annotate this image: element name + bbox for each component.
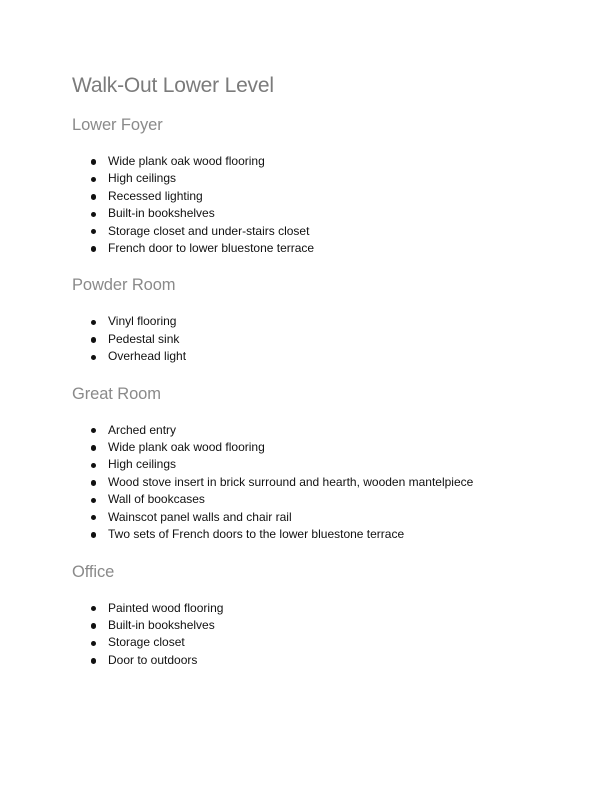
bullet-icon	[91, 463, 96, 468]
section-office	[72, 561, 540, 670]
bullet-icon	[91, 480, 96, 485]
list-item-text: High ceilings	[108, 171, 177, 186]
list-item	[72, 240, 540, 257]
list-item	[72, 188, 540, 205]
list-item	[72, 509, 540, 526]
list-item	[72, 223, 540, 240]
list-item-text: Wood stove insert in brick surround and hearth, wooden mantelpiece	[108, 474, 474, 489]
feature-list	[72, 600, 540, 670]
list-item	[72, 170, 540, 187]
list-item	[72, 634, 540, 651]
list-item	[72, 205, 540, 222]
section-heading: Powder Room	[72, 276, 176, 295]
bullet-icon	[91, 320, 96, 325]
list-item-text: Built-in bookshelves	[108, 617, 215, 632]
list-item-text: Storage closet and under-stairs closet	[108, 223, 310, 238]
list-item	[72, 422, 540, 439]
list-item-text: Wide plank oak wood flooring	[108, 440, 265, 455]
list-item-text: Vinyl flooring	[108, 314, 177, 329]
list-item	[72, 313, 540, 330]
list-item-text: Arched entry	[108, 422, 177, 437]
bullet-icon	[91, 641, 96, 646]
document-page	[72, 72, 540, 669]
list-item	[72, 439, 540, 456]
list-item-text: High ceilings	[108, 457, 177, 472]
list-item	[72, 153, 540, 170]
bullet-icon	[91, 229, 96, 234]
list-item-text: Built-in bookshelves	[108, 206, 215, 221]
bullet-icon	[91, 623, 96, 628]
section-heading: Lower Foyer	[72, 116, 163, 134]
section-powder-room	[72, 274, 540, 365]
bullet-icon	[91, 498, 96, 503]
list-item	[72, 331, 540, 348]
list-item-text: Overhead light	[108, 349, 187, 364]
list-item-text: Storage closet	[108, 635, 185, 650]
list-item-text: Recessed lighting	[108, 188, 203, 203]
feature-list	[72, 153, 540, 257]
bullet-icon	[91, 159, 96, 164]
section-heading: Great Room	[72, 384, 161, 403]
bullet-icon	[91, 246, 96, 251]
bullet-icon	[91, 532, 96, 537]
section-great-room	[72, 383, 540, 544]
list-item	[72, 652, 540, 669]
bullet-icon	[91, 658, 96, 663]
bullet-icon	[91, 194, 96, 199]
list-item	[72, 617, 540, 634]
section-lower-foyer	[72, 114, 540, 257]
feature-list	[72, 422, 540, 544]
list-item	[72, 491, 540, 508]
list-item-text: Two sets of French doors to the lower bluestone terrace	[108, 527, 405, 542]
list-item-text: Door to outdoors	[108, 652, 198, 667]
page-title: Walk-Out Lower Level	[72, 74, 274, 97]
list-item-text: Wainscot panel walls and chair rail	[108, 509, 292, 524]
list-item-text: Wall of bookcases	[108, 492, 205, 507]
list-item	[72, 474, 540, 491]
list-item-text: Wide plank oak wood flooring	[108, 154, 265, 168]
bullet-icon	[91, 177, 96, 182]
section-heading: Office	[72, 562, 115, 581]
bullet-icon	[91, 445, 96, 450]
list-item	[72, 600, 540, 617]
list-item-text: French door to lower bluestone terrace	[108, 241, 315, 256]
bullet-icon	[91, 337, 96, 342]
list-item	[72, 526, 540, 543]
bullet-icon	[91, 212, 96, 217]
list-item	[72, 456, 540, 473]
bullet-icon	[91, 606, 96, 611]
bullet-icon	[91, 428, 96, 433]
bullet-icon	[91, 515, 96, 520]
list-item-text: Pedestal sink	[108, 331, 180, 346]
list-item-text: Painted wood flooring	[108, 600, 224, 615]
feature-list	[72, 313, 540, 365]
bullet-icon	[91, 355, 96, 360]
list-item	[72, 348, 540, 365]
